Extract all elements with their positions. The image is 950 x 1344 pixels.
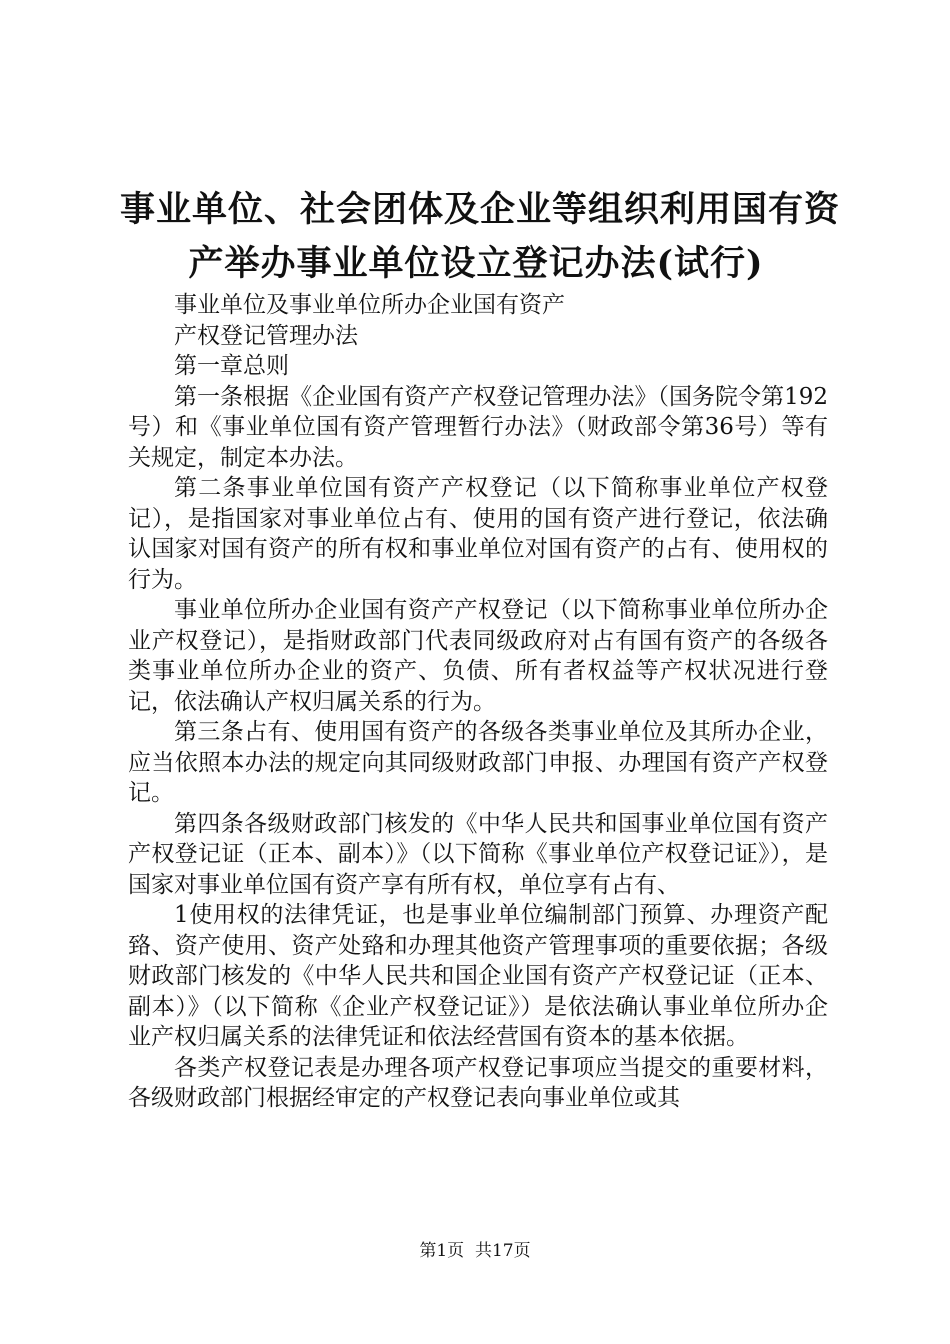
body-paragraph: 1使用权的法律凭证，也是事业单位编制部门预算、办理资产配臵、资产使用、资产处臵和办理其他资产管理事项的重要依据；各级财政部门核发的《中华人民共和国企业国有资产产权登记证（正本、副本）》（以下简称《企业产权登记证》）是依法确认事业单位所办企业产权归属关系的法律凭证和依法经营国有资本的基本依据。 (128, 902, 828, 1050)
body-paragraph: 第四条各级财政部门核发的《中华人民共和国事业单位国有资产产权登记证（正本、副本）》（以下简称《事业单位产权登记证》），是国家对事业单位国有资产享有所有权，单位享有占有、 (128, 810, 828, 898)
body-paragraph: 事业单位所办企业国有资产产权登记（以下简称事业单位所办企业产权登记），是指财政部门代表同级政府对占有国有资产的各级各类事业单位所办企业的资产、负债、所有者权益等产权状况进行登记，依法确认产权归属关系的行为。 (128, 597, 828, 715)
document-body (128, 290, 828, 1114)
page-footer (0, 1240, 950, 1262)
body-paragraph: 各类产权登记表是办理各项产权登记事项应当提交的重要材料，各级财政部门根据经审定的产权登记表向事业单位或其 (128, 1054, 828, 1111)
body-paragraph: 事业单位及事业单位所办企业国有资产 (174, 292, 565, 318)
body-paragraph: 第三条占有、使用国有资产的各级各类事业单位及其所办企业，应当依照本办法的规定向其同级财政部门申报、办理国有资产产权登记。 (128, 719, 828, 806)
page-number: 第1页 共17页 (419, 1241, 531, 1261)
chapter-heading: 第一章总则 (174, 353, 289, 379)
body-paragraph: 第一条根据《企业国有资产产权登记管理办法》（国务院令第192号）和《事业单位国有资产管理暂行办法》（财政部令第36号）等有关规定，制定本办法。 (128, 383, 828, 471)
document-title-line-2: 产举办事业单位设立登记办法(试行) (188, 243, 764, 284)
body-paragraph: 产权登记管理办法 (174, 322, 358, 349)
document-title-line-1: 事业单位、社会团体及企业等组织利用国有资 (120, 189, 841, 230)
body-paragraph: 第二条事业单位国有资产产权登记（以下简称事业单位产权登记），是指国家对事业单位占有、使用的国有资产进行登记，依法确认国家对国有资产的所有权和事业单位对国有资产的占有、使用权的行为。 (128, 475, 828, 593)
